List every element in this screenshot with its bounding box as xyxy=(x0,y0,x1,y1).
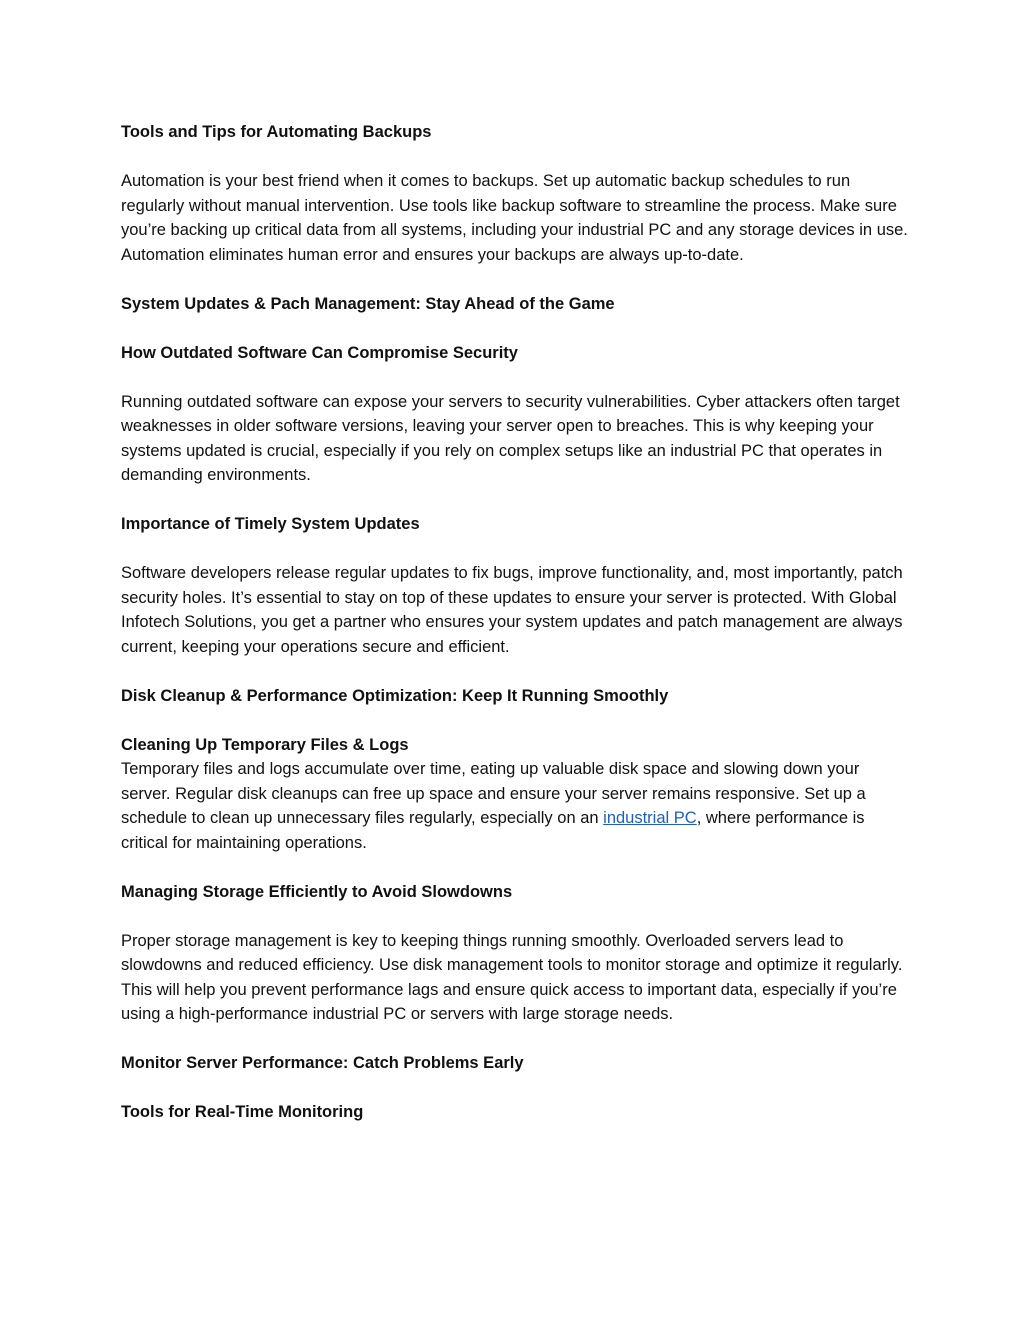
spacer xyxy=(121,708,911,733)
paragraph-automating-backups: Automation is your best friend when it comes to backups. Set up automatic backup schedules to run regularly without manual intervention. Use tools like backup software to streamline the process. Make sure you’re backing up critical data from all systems, including your industrial PC and any storage devices in use. Automation eliminates human error and ensures your backups are always up-to-date. xyxy=(121,172,908,264)
paragraph-outdated-software: Running outdated software can expose your servers to security vulnerabilities. Cyber attackers often target weaknesses in older software versions, leaving your server open to breaches. This is why keeping your systems updated is crucial, especially if you rely on complex setups like an industrial PC that operates in demanding environments. xyxy=(121,392,900,484)
spacer xyxy=(121,1076,911,1101)
heading-disk-cleanup: Disk Cleanup & Performance Optimization: Keep It Running Smoothly xyxy=(121,686,669,705)
heading-outdated-software: How Outdated Software Can Compromise Security xyxy=(121,343,518,362)
spacer xyxy=(121,365,911,390)
paragraph-managing-storage: Proper storage management is key to keeping things running smoothly. Overloaded servers lead to slowdowns and reduced efficiency. Use disk management tools to monitor storage and optimize it regularly. This will help you prevent performance lags and ensure quick access to important data, especially if you’re using a high-performance industrial PC or servers with large storage needs. xyxy=(121,931,903,1023)
heading-managing-storage: Managing Storage Efficiently to Avoid Slowdowns xyxy=(121,882,513,901)
heading-timely-updates: Importance of Timely System Updates xyxy=(121,515,420,533)
spacer xyxy=(121,659,911,684)
spacer xyxy=(121,1027,911,1052)
spacer xyxy=(121,537,911,562)
spacer xyxy=(121,855,911,880)
industrial-pc-link[interactable]: industrial PC xyxy=(603,809,697,827)
document-page xyxy=(121,120,911,1125)
heading-system-updates: System Updates & Pach Management: Stay Ahead of the Game xyxy=(121,294,615,313)
heading-automating-backups: Tools and Tips for Automating Backups xyxy=(121,123,432,141)
spacer xyxy=(121,488,911,513)
heading-temporary-files: Cleaning Up Temporary Files & Logs xyxy=(121,735,409,754)
paragraph-temporary-files-text: Temporary files and logs accumulate over time, eating up valuable disk space and slowing down your server. Regular disk cleanups can free up space and ensure your server remains responsive. Set up a schedule to clean up unnecessary files regularly, especially on an xyxy=(121,760,866,827)
paragraph-temporary-files-text-end: , where performance is critical for maintaining operations. xyxy=(121,809,865,852)
spacer xyxy=(121,904,911,929)
heading-real-time-monitoring: Tools for Real-Time Monitoring xyxy=(121,1103,364,1121)
spacer xyxy=(121,316,911,341)
paragraph-temporary-files xyxy=(121,757,911,855)
spacer xyxy=(121,267,911,292)
heading-monitor-performance: Monitor Server Performance: Catch Problems Early xyxy=(121,1054,524,1072)
paragraph-timely-updates: Software developers release regular updates to fix bugs, improve functionality, and, most importantly, patch security holes. It’s essential to stay on top of these updates to ensure your server is protected. With Global Infotech Solutions, you get a partner who ensures your system updates and patch management are always current, keeping your operations secure and efficient. xyxy=(121,564,903,656)
spacer xyxy=(121,145,911,170)
